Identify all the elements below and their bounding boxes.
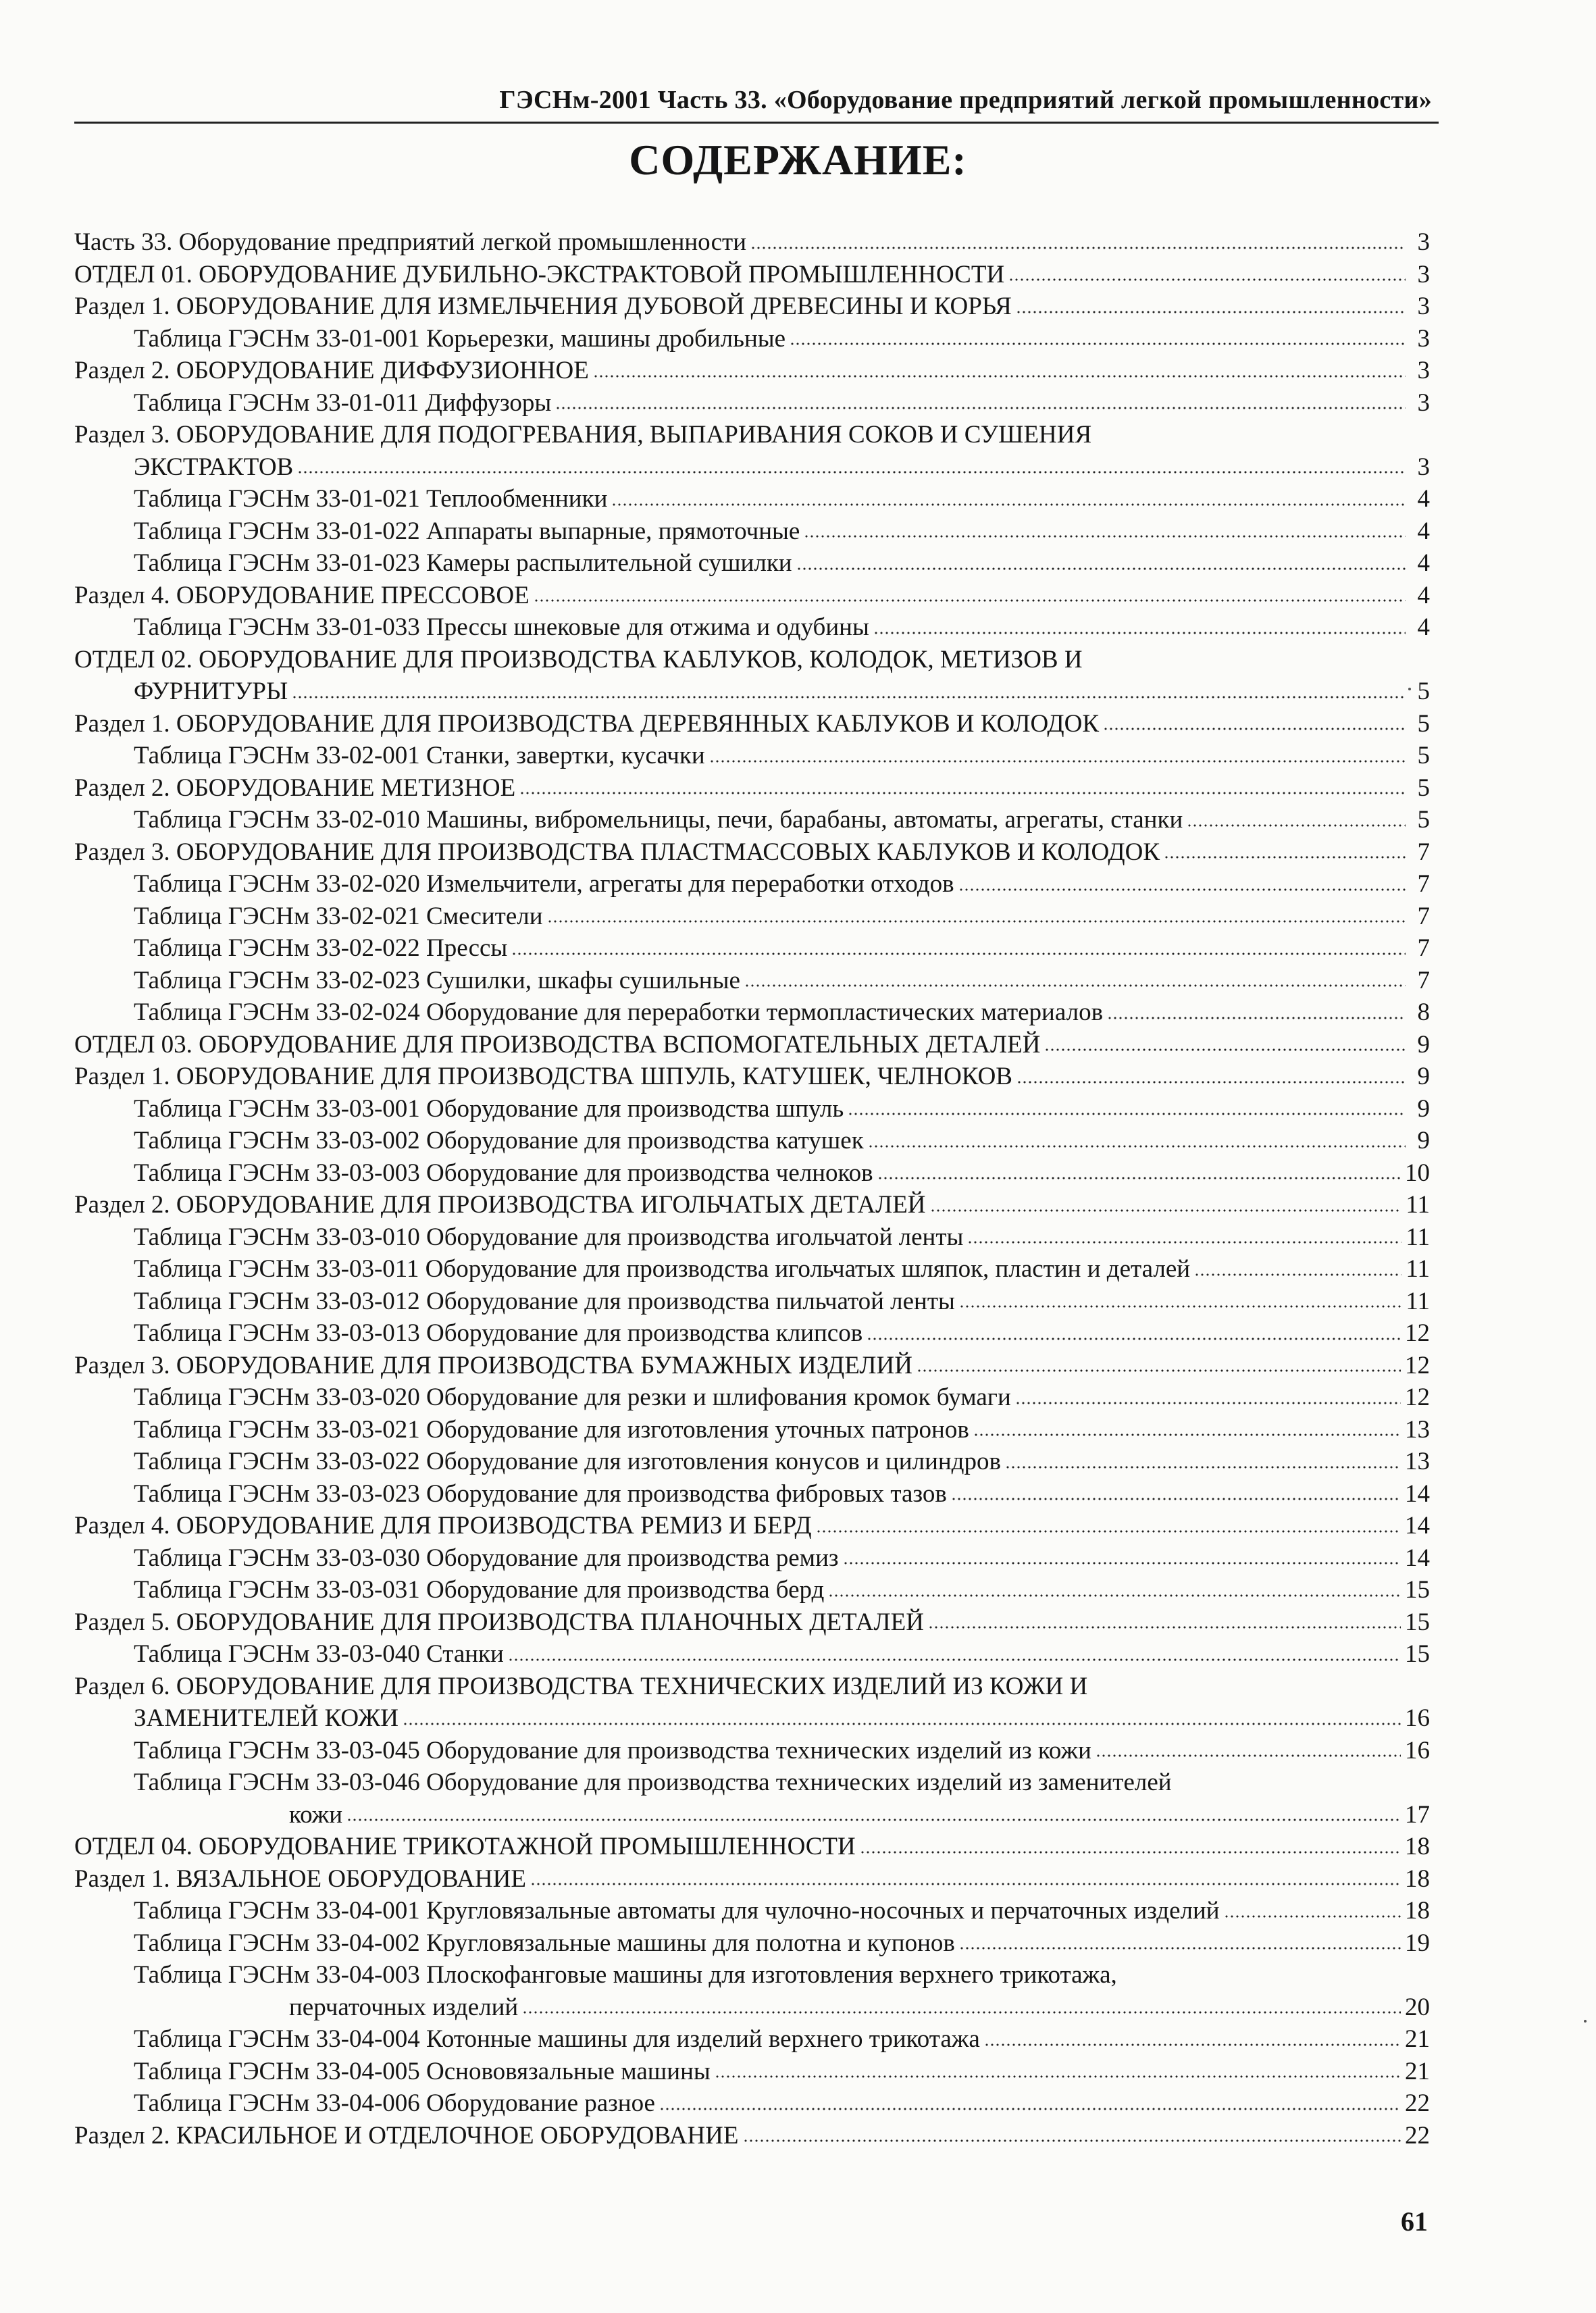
toc-entry-line — [74, 226, 1430, 259]
dot-leader — [843, 1560, 1401, 1567]
dot-leader — [547, 918, 1406, 925]
dot-leader — [867, 1336, 1401, 1342]
toc-entry-page: 12 — [1405, 1383, 1430, 1411]
dot-leader — [917, 1367, 1401, 1374]
dot-leader — [659, 2106, 1401, 2112]
toc-entry — [74, 515, 1430, 548]
toc-entry-line — [74, 290, 1430, 323]
toc-entry-page: 18 — [1405, 1864, 1430, 1893]
toc-entry-line — [134, 1574, 1430, 1606]
toc-entry-label: Таблица ГЭСНм 33-04-003 Плоскофанговые машины для изготовления верхнего трикотажа, — [134, 1961, 1117, 1989]
dot-leader — [873, 630, 1406, 636]
toc-entry-label: Таблица ГЭСНм 33-03-001 Оборудование для производства шпуль — [134, 1094, 844, 1123]
toc-entry-page: 11 — [1406, 1223, 1430, 1251]
toc-entry-page: 15 — [1405, 1640, 1430, 1668]
toc-entry-line — [74, 772, 1430, 805]
toc-entry — [74, 644, 1430, 708]
toc-entry-line — [74, 1189, 1430, 1221]
dot-leader — [1015, 1400, 1401, 1406]
toc-entry-page: 4 — [1417, 517, 1430, 545]
toc-entry-line — [134, 2087, 1430, 2120]
toc-entry-line — [74, 580, 1430, 612]
toc-entry-label: ЗАМЕНИТЕЛЕЙ КОЖИ — [134, 1704, 399, 1732]
toc-entry-label: Таблица ГЭСНм 33-03-021 Оборудование для изготовления уточных патронов — [134, 1415, 969, 1444]
toc-entry-label: Таблица ГЭСНм 33-03-002 Оборудование для производства катушек — [134, 1127, 864, 1154]
toc-entry-page: 5 — [1417, 742, 1430, 769]
dot-leader — [297, 469, 1406, 476]
toc-entry-page: 5 — [1417, 806, 1430, 834]
toc-entry-line — [74, 2120, 1430, 2152]
toc-entry-line — [74, 1702, 1430, 1735]
toc-entry-line — [134, 2023, 1430, 2056]
toc-entry — [74, 1478, 1430, 1510]
toc-entry — [74, 1157, 1430, 1190]
toc-entry-page: 11 — [1406, 1287, 1430, 1315]
toc-entry-line — [134, 2056, 1430, 2088]
dot-leader — [1008, 276, 1406, 283]
toc-entry — [74, 387, 1430, 420]
toc-entry-line — [134, 900, 1430, 933]
dot-leader — [1164, 854, 1406, 861]
toc-entry-line — [134, 547, 1430, 580]
toc-entry-label: Таблица ГЭСНм 33-04-006 Оборудование разное — [134, 2089, 655, 2117]
toc-entry-page: 3 — [1417, 228, 1430, 256]
dot-leader — [292, 694, 1406, 701]
toc-entry-line — [134, 1991, 1430, 2024]
toc-entry — [74, 1606, 1430, 1639]
toc-entry-line — [74, 1831, 1430, 1863]
toc-entry-line — [134, 1959, 1430, 1991]
toc-entry-page: 14 — [1405, 1512, 1430, 1540]
dot-leader — [715, 2073, 1401, 2080]
toc-entry-line — [74, 836, 1430, 869]
dot-leader — [959, 1303, 1401, 1310]
toc-entry-label: Раздел 1. ОБОРУДОВАНИЕ ДЛЯ ПРОИЗВОДСТВА ДЕРЕВЯННЫХ КАБЛУКОВ И КОЛОДОК — [74, 709, 1099, 738]
toc-entry — [74, 580, 1430, 612]
toc-entry-label: Раздел 4. ОБОРУДОВАНИЕ ДЛЯ ПРОИЗВОДСТВА РЕМИЗ И БЕРД — [74, 1512, 812, 1540]
dot-leader — [1107, 1015, 1406, 1021]
toc-entry-label: Таблица ГЭСНм 33-03-045 Оборудование для производства технических изделий из кожи — [134, 1736, 1091, 1764]
toc-entry-page: 20 — [1405, 1993, 1430, 2021]
toc-entry-label: Таблица ГЭСНм 33-03-046 Оборудование для производства технических изделий из заменителей — [134, 1769, 1172, 1796]
toc-entry-line — [74, 644, 1430, 676]
toc-entry — [74, 804, 1430, 836]
dot-leader — [555, 405, 1406, 411]
toc-entry-page: 9 — [1417, 1063, 1430, 1090]
toc-entry-line — [74, 355, 1430, 387]
dot-leader — [530, 1881, 1401, 1887]
toc-entry-label: Раздел 2. ОБОРУДОВАНИЕ ДЛЯ ПРОИЗВОДСТВА ИГОЛЬЧАТЫХ ДЕТАЛЕЙ — [74, 1191, 926, 1219]
toc-entry-line — [134, 804, 1430, 836]
dot-leader — [1194, 1271, 1401, 1278]
dot-leader — [1096, 1752, 1401, 1759]
dot-leader — [1044, 1046, 1406, 1053]
toc-entry-label: Таблица ГЭСНм 33-02-020 Измельчители, агрегаты для переработки отходов — [134, 870, 954, 898]
dot-leader — [959, 1945, 1401, 1952]
toc-entry-label: Раздел 1. ОБОРУДОВАНИЕ ДЛЯ ИЗМЕЛЬЧЕНИЯ ДУБОВОЙ ДРЕВЕСИНЫ И КОРЬЯ — [74, 293, 1012, 320]
toc-entry — [74, 1253, 1430, 1286]
toc-entry — [74, 611, 1430, 644]
toc-entry — [74, 1446, 1430, 1478]
toc-entry — [74, 1061, 1430, 1093]
running-header-title: ГЭСНм-2001 Часть 33. «Оборудование предприятий легкой промышленности» — [499, 86, 1432, 114]
toc-entry-page: 9 — [1417, 1127, 1430, 1154]
toc-entry — [74, 900, 1430, 933]
dot-leader — [346, 1816, 1401, 1823]
toc-entry-page: 9 — [1417, 1094, 1430, 1123]
dot-leader — [511, 950, 1406, 957]
toc-entry-label: Таблица ГЭСНм 33-03-040 Станки — [134, 1640, 504, 1668]
toc-entry-line — [134, 1638, 1430, 1671]
toc-entry — [74, 1638, 1430, 1671]
toc-entry — [74, 1735, 1430, 1767]
toc-entry-label: Таблица ГЭСНм 33-02-023 Сушилки, шкафы сушильные — [134, 966, 740, 994]
toc-entry-page: 7 — [1417, 966, 1430, 994]
dot-leader — [967, 1239, 1401, 1246]
toc-entry-label: Таблица ГЭСНм 33-01-021 Теплообменники — [134, 485, 608, 513]
toc-entry-line — [74, 1671, 1430, 1703]
toc-entry-line — [74, 1350, 1430, 1382]
toc-entry-line — [134, 1286, 1430, 1318]
toc-entry-page: 11 — [1406, 1255, 1430, 1283]
toc-entry-label: Часть 33. Оборудование предприятий легкой промышленности — [74, 228, 746, 256]
toc-entry-page: 14 — [1405, 1544, 1430, 1572]
dot-leader — [1005, 1464, 1401, 1471]
dot-leader — [796, 565, 1406, 572]
toc-entry-page: 4 — [1417, 613, 1430, 641]
toc-entry-label: Таблица ГЭСНм 33-03-030 Оборудование для производства ремиз — [134, 1544, 839, 1572]
toc-entry-page: 7 — [1417, 870, 1430, 898]
toc-entry-line — [134, 1125, 1430, 1157]
dot-leader — [522, 2009, 1401, 2016]
dot-leader — [1224, 1913, 1401, 1920]
dot-leader — [848, 1111, 1406, 1117]
toc-entry — [74, 259, 1430, 291]
dot-leader — [804, 533, 1406, 540]
toc-entry-label: Таблица ГЭСНм 33-03-022 Оборудование для изготовления конусов и цилиндров — [134, 1448, 1001, 1475]
dot-leader — [928, 1624, 1401, 1631]
toc-entry — [74, 1029, 1430, 1061]
toc-entry-line — [74, 451, 1430, 484]
toc-entry-label: Таблица ГЭСНм 33-04-001 Кругловязальные автоматы для чулочно-носочных и перчаточных изделий — [134, 1897, 1220, 1925]
toc-entry-label: Таблица ГЭСНм 33-03-013 Оборудование для производства клипсов — [134, 1319, 863, 1347]
dot-leader — [951, 1496, 1401, 1502]
toc-entry — [74, 547, 1430, 580]
toc-entry-line — [134, 1927, 1430, 1960]
toc-entry-page: 3 — [1417, 357, 1430, 384]
toc-entry — [74, 1542, 1430, 1575]
toc-entry-line — [134, 1381, 1430, 1414]
dot-leader — [750, 245, 1406, 251]
toc-entry-label: Таблица ГЭСНм 33-03-012 Оборудование для производства пильчатой ленты — [134, 1287, 955, 1315]
toc-entry — [74, 996, 1430, 1029]
toc-entry-label: Раздел 1. ОБОРУДОВАНИЕ ДЛЯ ПРОИЗВОДСТВА ШПУЛЬ, КАТУШЕК, ЧЕЛНОКОВ — [74, 1063, 1012, 1090]
toc-entry — [74, 836, 1430, 869]
dot-leader — [534, 597, 1406, 604]
toc-entry — [74, 868, 1430, 900]
toc-entry — [74, 1959, 1430, 2023]
dot-leader — [868, 1143, 1406, 1150]
toc-entry-label: ОТДЕЛ 03. ОБОРУДОВАНИЕ ДЛЯ ПРОИЗВОДСТВА ВСПОМОГАТЕЛЬНЫХ ДЕТАЛЕЙ — [74, 1030, 1041, 1059]
toc-entry — [74, 708, 1430, 740]
toc-entry-label: Таблица ГЭСНм 33-03-011 Оборудование для производства игольчатых шляпок, пластин и деталей — [134, 1255, 1191, 1283]
toc-entry-page: 22 — [1405, 2089, 1430, 2117]
dot-leader — [1016, 309, 1406, 315]
toc-entry-page: 3 — [1417, 324, 1430, 353]
toc-entry-label: Раздел 3. ОБОРУДОВАНИЕ ДЛЯ ПРОИЗВОДСТВА ПЛАСТМАССОВЫХ КАБЛУКОВ И КОЛОДОК — [74, 838, 1160, 866]
toc-entry-page: 13 — [1405, 1415, 1430, 1444]
dot-leader — [1187, 822, 1406, 829]
toc-entry-label: Таблица ГЭСНм 33-01-022 Аппараты выпарные, прямоточные — [134, 517, 800, 545]
dot-leader — [860, 1849, 1401, 1856]
page-title: СОДЕРЖАНИЕ: — [629, 136, 967, 184]
toc-entry-label: Таблица ГЭСНм 33-04-002 Кругловязальные машины для полотна и купонов — [134, 1929, 955, 1957]
toc-entry-line — [134, 1542, 1430, 1575]
toc-entry-line — [134, 1478, 1430, 1510]
toc-entry — [74, 2056, 1430, 2088]
toc-entry — [74, 483, 1430, 515]
dot-leader — [611, 501, 1406, 508]
toc-entry-page: 11 — [1406, 1191, 1430, 1219]
toc-entry-page: 15 — [1405, 1576, 1430, 1604]
toc-entry-label: Таблица ГЭСНм 33-02-021 Смесители — [134, 902, 543, 930]
toc-entry-page: 7 — [1417, 902, 1430, 930]
scan-speck — [1408, 688, 1411, 690]
toc-entry-page: 18 — [1405, 1897, 1430, 1925]
toc-entry-label: ОТДЕЛ 01. ОБОРУДОВАНИЕ ДУБИЛЬНО-ЭКСТРАКТОВОЙ ПРОМЫШЛЕННОСТИ — [74, 260, 1005, 288]
toc-entry — [74, 226, 1430, 259]
toc-entry-label: кожи — [289, 1800, 343, 1829]
toc-entry — [74, 1093, 1430, 1125]
toc-entry-label: Таблица ГЭСНм 33-01-011 Диффузоры — [134, 388, 552, 417]
toc-entry-label: Таблица ГЭСНм 33-04-005 Основовязальные машины — [134, 2057, 711, 2085]
dot-leader — [958, 886, 1406, 893]
toc-entry-page: 10 — [1405, 1159, 1430, 1187]
toc-entry-page: 4 — [1417, 485, 1430, 513]
toc-entry-label: Таблица ГЭСНм 33-03-010 Оборудование для производства игольчатой ленты — [134, 1223, 964, 1251]
running-header — [74, 57, 1439, 124]
toc-entry-line — [74, 1606, 1430, 1639]
toc-entry-line — [134, 932, 1430, 965]
dot-leader — [984, 2041, 1401, 2048]
toc-entry-label: Таблица ГЭСНм 33-01-023 Камеры распылительной сушилки — [134, 549, 792, 577]
toc-entry-line — [134, 1446, 1430, 1478]
dot-leader — [593, 373, 1406, 380]
toc-entry-page: 18 — [1405, 1833, 1430, 1860]
toc-entry-label: Таблица ГЭСНм 33-02-010 Машины, вибромельницы, печи, барабаны, автоматы, агрегаты, станки — [134, 806, 1183, 834]
toc-entry-page: 15 — [1405, 1608, 1430, 1636]
toc-entry — [74, 2023, 1430, 2056]
toc-entry-page: 16 — [1405, 1736, 1430, 1764]
toc-entry — [74, 419, 1430, 483]
toc-entry-label: ОТДЕЛ 02. ОБОРУДОВАНИЕ ДЛЯ ПРОИЗВОДСТВА КАБЛУКОВ, КОЛОДОК, МЕТИЗОВ И — [74, 645, 1083, 673]
toc-entry-label: Раздел 2. ОБОРУДОВАНИЕ ДИФФУЗИОННОЕ — [74, 357, 589, 384]
toc-entry-line — [134, 1253, 1430, 1286]
toc-entry-line — [134, 868, 1430, 900]
toc-entry — [74, 740, 1430, 772]
toc-entry — [74, 1189, 1430, 1221]
toc-entry-line — [134, 323, 1430, 355]
toc-entry-page: 3 — [1417, 293, 1430, 320]
toc-entry — [74, 932, 1430, 965]
toc-entry-line — [134, 387, 1430, 420]
toc-entry-line — [74, 1510, 1430, 1542]
toc-entry-page: 9 — [1417, 1030, 1430, 1059]
toc-entry-line — [134, 483, 1430, 515]
toc-entry-label: Таблица ГЭСНм 33-02-024 Оборудование для переработки термопластических материалов — [134, 998, 1104, 1026]
toc-entry-page: 12 — [1405, 1319, 1430, 1347]
toc-entry-line — [74, 419, 1430, 451]
toc-entry — [74, 1125, 1430, 1157]
toc-entry-label: Таблица ГЭСНм 33-01-033 Прессы шнековые для отжима и одубины — [134, 613, 869, 641]
toc-entry-line — [134, 1157, 1430, 1190]
toc-entry — [74, 2087, 1430, 2120]
toc-entry-label: Раздел 6. ОБОРУДОВАНИЕ ДЛЯ ПРОИЗВОДСТВА ТЕХНИЧЕСКИХ ИЗДЕЛИЙ ИЗ КОЖИ И — [74, 1672, 1088, 1700]
toc-entry-page: 7 — [1417, 934, 1430, 962]
toc-entry-line — [134, 1317, 1430, 1350]
toc-entry — [74, 965, 1430, 997]
toc-entry — [74, 1831, 1430, 1863]
toc-entry-page: 5 — [1417, 773, 1430, 802]
table-of-contents — [74, 226, 1430, 2152]
toc-entry-label: Раздел 1. ВЯЗАЛЬНОЕ ОБОРУДОВАНИЕ — [74, 1864, 526, 1893]
dot-leader — [877, 1175, 1401, 1181]
dot-leader — [403, 1721, 1401, 1727]
toc-entry — [74, 1510, 1430, 1542]
toc-entry-line — [134, 515, 1430, 548]
toc-entry — [74, 1414, 1430, 1446]
toc-entry-label: Таблица ГЭСНм 33-02-022 Прессы — [134, 934, 508, 962]
toc-entry-line — [74, 1061, 1430, 1093]
toc-entry — [74, 1766, 1430, 1831]
dot-leader — [743, 2137, 1401, 2144]
toc-entry-page: 12 — [1405, 1351, 1430, 1379]
toc-entry — [74, 1574, 1430, 1606]
toc-entry-label: ФУРНИТУРЫ — [134, 678, 288, 705]
toc-entry — [74, 1350, 1430, 1382]
toc-entry-page: 14 — [1405, 1479, 1430, 1508]
toc-entry — [74, 290, 1430, 323]
toc-entry-page: 7 — [1417, 838, 1430, 866]
dot-leader — [709, 758, 1406, 765]
toc-entry — [74, 355, 1430, 387]
toc-entry-label: Раздел 4. ОБОРУДОВАНИЕ ПРЕССОВОЕ — [74, 581, 530, 609]
toc-entry-line — [134, 1895, 1430, 1927]
dot-leader — [744, 982, 1406, 989]
toc-entry-label: Таблица ГЭСНм 33-02-001 Станки, завертки, кусачки — [134, 742, 705, 769]
toc-entry — [74, 1317, 1430, 1350]
toc-entry-page: 22 — [1405, 2121, 1430, 2150]
page-number: 61 — [1401, 2206, 1428, 2237]
toc-entry-page: 3 — [1417, 260, 1430, 288]
toc-entry-line — [134, 740, 1430, 772]
dot-leader — [828, 1592, 1401, 1599]
toc-entry-page: 17 — [1405, 1800, 1430, 1829]
dot-leader — [1103, 726, 1406, 732]
dot-leader — [790, 340, 1406, 347]
toc-entry-page: 4 — [1417, 581, 1430, 609]
scan-speck — [1584, 2020, 1587, 2023]
toc-entry-label: Таблица ГЭСНм 33-04-004 Котонные машины для изделий верхнего трикотажа — [134, 2025, 980, 2053]
toc-entry-label: Раздел 3. ОБОРУДОВАНИЕ ДЛЯ ПОДОГРЕВАНИЯ, ВЫПАРИВАНИЯ СОКОВ И СУШЕНИЯ — [74, 421, 1092, 449]
toc-entry — [74, 1895, 1430, 1927]
toc-entry-label: ЭКСТРАКТОВ — [134, 453, 294, 481]
toc-entry-line — [134, 1735, 1430, 1767]
toc-entry-page: 19 — [1405, 1929, 1430, 1957]
toc-entry-label: Раздел 5. ОБОРУДОВАНИЕ ДЛЯ ПРОИЗВОДСТВА ПЛАНОЧНЫХ ДЕТАЛЕЙ — [74, 1608, 924, 1636]
toc-entry-page: 5 — [1417, 709, 1430, 738]
toc-entry-label: ОТДЕЛ 04. ОБОРУДОВАНИЕ ТРИКОТАЖНОЙ ПРОМЫШЛЕННОСТИ — [74, 1833, 856, 1860]
toc-entry-label: Таблица ГЭСНм 33-03-023 Оборудование для производства фибровых тазов — [134, 1479, 947, 1508]
toc-entry — [74, 323, 1430, 355]
toc-entry-label: Таблица ГЭСНм 33-03-031 Оборудование для производства берд — [134, 1576, 825, 1604]
toc-entry-line — [74, 708, 1430, 740]
toc-entry-page: 8 — [1417, 998, 1430, 1026]
toc-entry-line — [134, 1799, 1430, 1831]
toc-entry-line — [74, 676, 1430, 708]
toc-entry-label: Таблица ГЭСНм 33-01-001 Корьерезки, машины дробильные — [134, 324, 786, 353]
toc-entry-line — [74, 259, 1430, 291]
toc-entry — [74, 1671, 1430, 1735]
toc-entry — [74, 1381, 1430, 1414]
toc-entry — [74, 1863, 1430, 1896]
toc-entry-line — [134, 611, 1430, 644]
toc-entry-label: Раздел 2. ОБОРУДОВАНИЕ МЕТИЗНОЕ — [74, 773, 516, 802]
toc-entry-label: Таблица ГЭСНм 33-03-020 Оборудование для резки и шлифования кромок бумаги — [134, 1383, 1011, 1411]
toc-entry-page: 21 — [1405, 2057, 1430, 2085]
toc-entry-line — [134, 1766, 1430, 1799]
dot-leader — [1016, 1079, 1406, 1086]
toc-entry — [74, 1927, 1430, 1960]
toc-entry-line — [134, 965, 1430, 997]
toc-entry-page: 13 — [1405, 1448, 1430, 1475]
dot-leader — [519, 790, 1406, 796]
dot-leader — [973, 1431, 1401, 1438]
toc-entry-page: 4 — [1417, 549, 1430, 577]
toc-entry — [74, 1221, 1430, 1254]
toc-entry — [74, 1286, 1430, 1318]
toc-entry — [74, 772, 1430, 805]
toc-entry-label: Таблица ГЭСНм 33-03-003 Оборудование для производства челноков — [134, 1159, 873, 1187]
toc-entry-line — [134, 1093, 1430, 1125]
dot-leader — [508, 1656, 1401, 1663]
toc-entry-line — [134, 1221, 1430, 1254]
toc-entry-line — [134, 996, 1430, 1029]
toc-entry — [74, 2120, 1430, 2152]
toc-entry-page: 21 — [1405, 2025, 1430, 2053]
toc-entry-line — [74, 1863, 1430, 1896]
toc-entry-label: перчаточных изделий — [289, 1993, 519, 2021]
dot-leader — [930, 1207, 1402, 1214]
toc-entry-page: 16 — [1405, 1704, 1430, 1732]
toc-entry-page: 3 — [1417, 453, 1430, 481]
toc-entry-line — [74, 1029, 1430, 1061]
dot-leader — [816, 1528, 1401, 1535]
toc-entry-page: 3 — [1417, 388, 1430, 417]
toc-entry-page: 5 — [1417, 678, 1430, 705]
toc-entry-label: Раздел 2. КРАСИЛЬНОЕ И ОТДЕЛОЧНОЕ ОБОРУДОВАНИЕ — [74, 2121, 739, 2150]
toc-entry-label: Раздел 3. ОБОРУДОВАНИЕ ДЛЯ ПРОИЗВОДСТВА БУМАЖНЫХ ИЗДЕЛИЙ — [74, 1351, 912, 1379]
toc-entry-line — [134, 1414, 1430, 1446]
